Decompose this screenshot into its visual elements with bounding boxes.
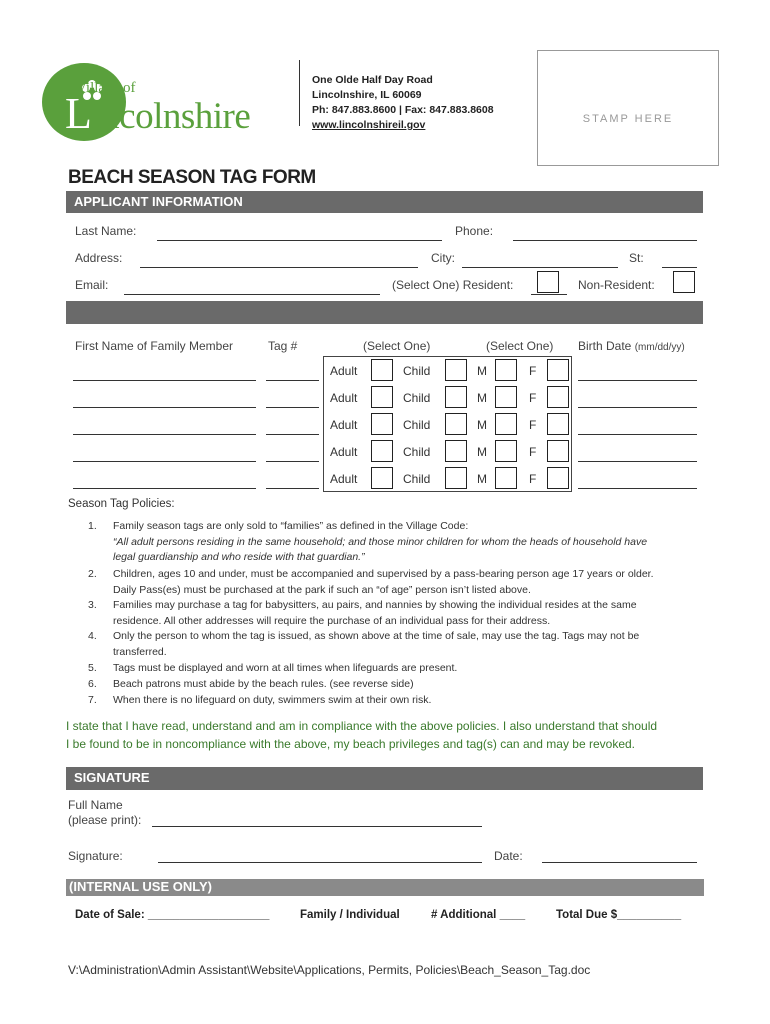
family-section-bar xyxy=(66,301,703,324)
phone-field[interactable] xyxy=(513,240,697,241)
adult-label: Adult xyxy=(330,472,358,486)
policy-line: Daily Pass(es) must be purchased at the park if such an “of age” person isn’t listed above. xyxy=(113,583,531,596)
internal-use-header: (INTERNAL USE ONLY) xyxy=(66,879,704,896)
policy-item xyxy=(113,598,703,629)
male-checkbox[interactable] xyxy=(495,386,517,408)
website-link[interactable]: www.lincolnshireil.gov xyxy=(312,119,426,131)
email-field[interactable] xyxy=(124,294,380,295)
policy-line: residence. All other addresses will require the purchase of an individual pass for their address. xyxy=(113,614,551,627)
child-checkbox[interactable] xyxy=(445,359,467,381)
col-select-adult-child: (Select One) xyxy=(363,339,431,353)
address-street: One Olde Half Day Road xyxy=(312,74,433,86)
child-checkbox[interactable] xyxy=(445,440,467,462)
male-label: M xyxy=(477,364,487,378)
child-label: Child xyxy=(403,391,431,405)
policy-item xyxy=(113,567,703,598)
policy-number: 6. xyxy=(88,678,97,690)
policy-item xyxy=(113,629,703,660)
tag-number-field[interactable] xyxy=(266,488,319,489)
male-checkbox[interactable] xyxy=(495,359,517,381)
policy-number: 2. xyxy=(88,568,97,580)
adult-checkbox[interactable] xyxy=(371,440,393,462)
male-label: M xyxy=(477,418,487,432)
member-name-field[interactable] xyxy=(73,461,256,462)
policy-line: Family season tags are only sold to “families” as defined in the Village Code: xyxy=(113,520,469,532)
female-checkbox[interactable] xyxy=(547,440,569,462)
policy-number: 4. xyxy=(88,630,97,642)
birth-date-field[interactable] xyxy=(578,380,697,381)
non-resident-checkbox[interactable] xyxy=(673,271,695,293)
birth-date-label: Birth Date xyxy=(578,339,632,353)
additional-count: # Additional ____ xyxy=(431,909,526,921)
adult-label: Adult xyxy=(330,418,358,432)
policy-line: Only the person to whom the tag is issued, as shown above at the time of sale, may use the tag. Tags may not be xyxy=(113,630,640,642)
city-label: City: xyxy=(431,251,455,265)
policy-line: Children, ages 10 and under, must be accompanied and supervised by a pass-bearing person age 17 years or older. xyxy=(113,568,654,580)
policy-line: legal guardianship and who reside with that guardian.” xyxy=(113,551,365,563)
female-checkbox[interactable] xyxy=(547,386,569,408)
logo-letter-l: L xyxy=(65,89,92,138)
col-tag: Tag # xyxy=(268,339,298,353)
last-name-field[interactable] xyxy=(157,240,442,241)
family-individual: Family / Individual xyxy=(300,909,400,921)
member-name-field[interactable] xyxy=(73,380,256,381)
policies-heading: Season Tag Policies: xyxy=(68,498,175,510)
address-field[interactable] xyxy=(140,267,418,268)
birth-date-field[interactable] xyxy=(578,488,697,489)
adult-checkbox[interactable] xyxy=(371,467,393,489)
resident-label: (Select One) Resident: xyxy=(392,278,514,292)
full-name-field[interactable] xyxy=(152,826,482,827)
female-label: F xyxy=(529,445,537,459)
adult-checkbox[interactable] xyxy=(371,386,393,408)
adult-checkbox[interactable] xyxy=(371,413,393,435)
male-label: M xyxy=(477,445,487,459)
signature-header: SIGNATURE xyxy=(66,767,703,790)
resident-checkbox[interactable] xyxy=(537,271,559,293)
adult-label: Adult xyxy=(330,391,358,405)
signature-label: Signature: xyxy=(68,849,123,863)
logo-village-of: Village of xyxy=(76,80,136,96)
last-name-label: Last Name: xyxy=(75,224,137,238)
policy-line: “All adult persons residing in the same household; and those minor children for whom the heads of household have xyxy=(113,535,648,548)
form-title: BEACH SEASON TAG FORM xyxy=(68,167,316,188)
policy-line: transferred. xyxy=(113,645,167,658)
policy-number: 5. xyxy=(88,662,97,674)
col-family-name: First Name of Family Member xyxy=(75,339,234,353)
member-name-field[interactable] xyxy=(73,407,256,408)
address-label: Address: xyxy=(75,251,123,265)
state-field[interactable] xyxy=(662,267,697,268)
tag-number-field[interactable] xyxy=(266,434,319,435)
please-print-label: (please print): xyxy=(68,813,142,827)
signature-field[interactable] xyxy=(158,862,482,863)
tag-number-field[interactable] xyxy=(266,380,319,381)
total-due: Total Due $__________ xyxy=(556,909,682,921)
col-select-gender: (Select One) xyxy=(486,339,554,353)
child-checkbox[interactable] xyxy=(445,386,467,408)
adult-checkbox[interactable] xyxy=(371,359,393,381)
birth-date-format: (mm/dd/yy) xyxy=(634,342,685,353)
logo-wordmark xyxy=(65,88,250,139)
adult-label: Adult xyxy=(330,364,358,378)
policy-number: 1. xyxy=(88,520,97,532)
female-checkbox[interactable] xyxy=(547,413,569,435)
header-divider xyxy=(299,60,300,126)
female-checkbox[interactable] xyxy=(547,467,569,489)
child-label: Child xyxy=(403,472,431,486)
document-path: V:\Administration\Admin Assistant\Website\Applications, Permits, Policies\Beach_Season_Tag.doc xyxy=(68,963,591,977)
male-checkbox[interactable] xyxy=(495,413,517,435)
policy-item xyxy=(113,519,703,566)
phone-label: Phone: xyxy=(455,224,494,238)
policy-line: Families may purchase a tag for babysitters, au pairs, and nannies by showing the individual resides at the same xyxy=(113,599,637,611)
male-checkbox[interactable] xyxy=(495,467,517,489)
stamp-box xyxy=(537,50,719,166)
policy-line: Beach patrons must abide by the beach rules. (see reverse side) xyxy=(113,678,414,690)
state-label: St: xyxy=(629,251,644,265)
address-phone-fax: Ph: 847.883.8600 | Fax: 847.883.8608 xyxy=(312,104,494,116)
child-label: Child xyxy=(403,445,431,459)
member-name-field[interactable] xyxy=(73,434,256,435)
non-resident-label: Non-Resident: xyxy=(578,278,655,292)
male-checkbox[interactable] xyxy=(495,440,517,462)
adult-label: Adult xyxy=(330,445,358,459)
male-label: M xyxy=(477,472,487,486)
birth-date-field[interactable] xyxy=(578,461,697,462)
logo-name-rest: incolnshire xyxy=(91,96,251,137)
date-label: Date: xyxy=(494,849,523,863)
city-field[interactable] xyxy=(462,267,618,268)
female-label: F xyxy=(529,391,537,405)
col-birth-date xyxy=(578,339,685,353)
child-checkbox[interactable] xyxy=(445,467,467,489)
tag-number-field[interactable] xyxy=(266,461,319,462)
date-of-sale: Date of Sale: ___________________ xyxy=(75,909,270,921)
resident-underline xyxy=(531,294,567,295)
female-label: F xyxy=(529,472,537,486)
female-checkbox[interactable] xyxy=(547,359,569,381)
stamp-label: STAMP HERE xyxy=(582,113,674,125)
female-label: F xyxy=(529,418,537,432)
member-name-field[interactable] xyxy=(73,488,256,489)
policy-number: 7. xyxy=(88,694,97,706)
policy-line: When there is no lifeguard on duty, swimmers swim at their own risk. xyxy=(113,694,432,706)
applicant-info-header: APPLICANT INFORMATION xyxy=(66,191,703,213)
village-address xyxy=(312,73,494,133)
date-field[interactable] xyxy=(542,862,697,863)
birth-date-field[interactable] xyxy=(578,407,697,408)
statement-line: I be found to be in noncompliance with the above, my beach privileges and tag(s) can and may be revoked. xyxy=(66,737,636,751)
child-checkbox[interactable] xyxy=(445,413,467,435)
male-label: M xyxy=(477,391,487,405)
tag-number-field[interactable] xyxy=(266,407,319,408)
statement-line: I state that I have read, understand and am in compliance with the above policies. I also understand that should xyxy=(66,719,658,733)
child-label: Child xyxy=(403,418,431,432)
compliance-statement xyxy=(66,717,706,753)
full-name-label: Full Name xyxy=(68,798,123,812)
policy-line: Tags must be displayed and worn at all times when lifeguards are present. xyxy=(113,662,458,674)
female-label: F xyxy=(529,364,537,378)
policy-number: 3. xyxy=(88,599,97,611)
address-city: Lincolnshire, IL 60069 xyxy=(312,89,422,101)
child-label: Child xyxy=(403,364,431,378)
birth-date-field[interactable] xyxy=(578,434,697,435)
email-label: Email: xyxy=(75,278,109,292)
